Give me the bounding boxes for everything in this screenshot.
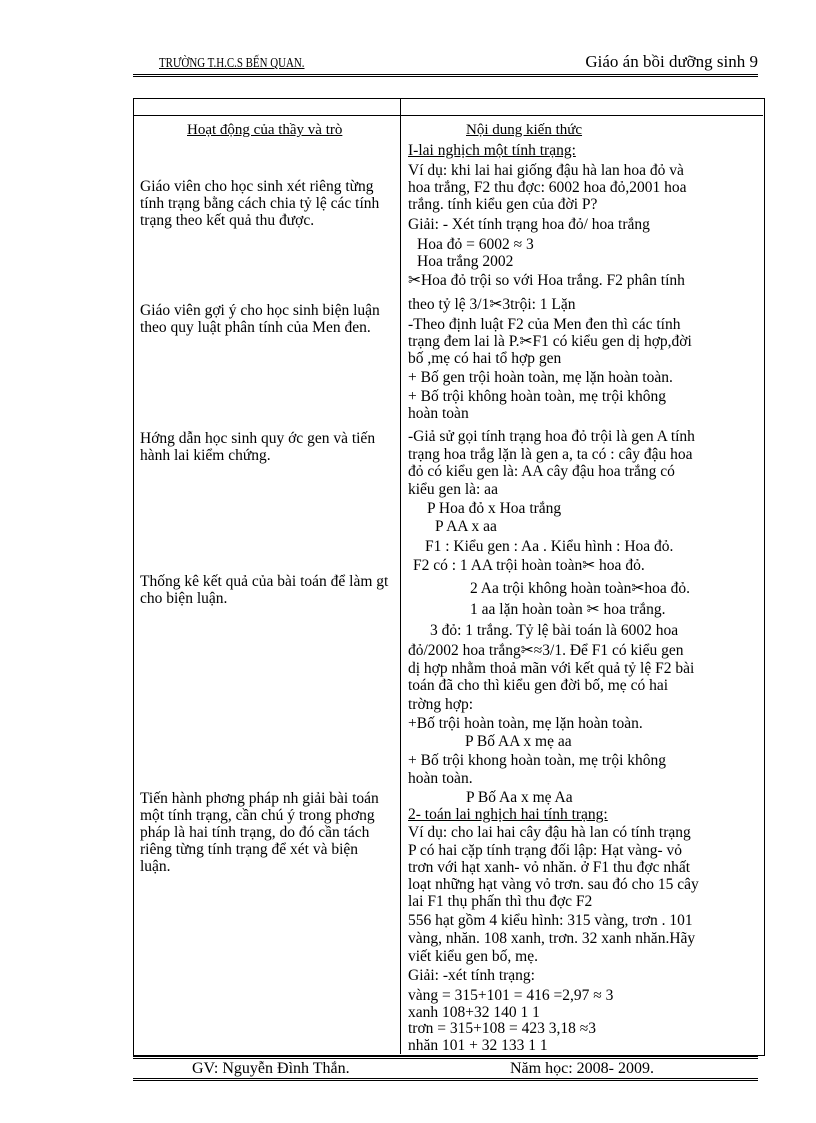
footer-rule-bottom — [133, 1078, 758, 1081]
footer-rule-top — [133, 1056, 758, 1059]
right-line-39: trơn với hạt xanh- vỏ nhăn. ở F1 thu đợc nhất — [408, 859, 691, 876]
page-header — [133, 52, 758, 74]
right-line-38: P có hai cặp tính trạng đối lập: Hạt vàng- vỏ — [408, 842, 683, 859]
right-line-10: -Theo định luật F2 của Men đen thì các tính — [408, 316, 681, 333]
right-line-31: +Bố trội hoàn toàn, mẹ lặn hoàn toàn. — [408, 715, 643, 732]
right-line-1: I-lai nghịch một tính trạng: — [408, 142, 576, 159]
right-line-45: Giải: -xét tính trạng: — [408, 967, 535, 984]
right-line-20: P Hoa đỏ x Hoa trắng — [427, 500, 562, 517]
right-line-29: toán đã cho thì kiểu gen đời bố, mẹ có hai — [408, 677, 669, 694]
right-line-16: -Giả sử gọi tính trạng hoa đỏ trội là gen A tính — [408, 428, 695, 445]
right-line-43: vàng, nhăn. 108 xanh, trơn. 32 xanh nhăn.Hãy — [408, 930, 696, 947]
right-line-13: + Bố gen trội hoàn toàn, mẹ lặn hoàn toàn. — [408, 369, 673, 386]
right-line-32: P Bố AA x mẹ aa — [465, 733, 572, 750]
right-line-6: Hoa đỏ = 6002 ≈ 3 — [417, 236, 534, 253]
right-line-12: bố ,mẹ có hai tổ hợp gen — [408, 350, 562, 367]
right-line-42: 556 hạt gồm 4 kiểu hình: 315 vàng, trơn . 101 — [408, 912, 693, 929]
right-line-49: nhăn 101 + 32 133 1 1 — [408, 1037, 548, 1054]
right-line-41: lai F1 thụ phấn thì thu đợc F2 — [408, 893, 593, 910]
right-line-37: Ví dụ: cho lai hai cây đậu hà lan có tính trạng — [408, 824, 691, 841]
right-line-3: hoa trắng, F2 thu đợc: 6002 hoa đỏ,2001 hoa — [408, 179, 687, 196]
left-paragraph-1: Giáo viên cho học sinh xét riêng từng tính trạng bằng cách chia tỷ lệ các tính trạng theo kết quả thu được. — [140, 178, 380, 229]
right-line-27: đỏ/2002 hoa trắng✂≈3/1. Để F1 có kiểu gen — [408, 642, 684, 659]
header-rule — [133, 74, 758, 77]
right-line-2: Ví dụ: khi lai hai giống đậu hà lan hoa đỏ và — [408, 162, 684, 179]
right-line-19: kiểu gen là: aa — [408, 481, 498, 498]
document-title: Giáo án bồi dưỡng sinh 9 — [585, 52, 758, 71]
right-line-28: dị hợp nhằm thoả mãn với kết quả tỷ lệ F2 bài — [408, 660, 695, 677]
right-line-18: đỏ có kiểu gen là: AA cây đậu hoa trắng có — [408, 463, 675, 480]
left-paragraph-2: Giáo viên gợi ý cho học sinh biện luận theo quy luật phân tính của Men đen. — [140, 302, 380, 336]
right-line-48: trơn = 315+108 = 423 3,18 ≈3 — [408, 1020, 597, 1037]
right-line-34: hoàn toàn. — [408, 770, 473, 787]
right-line-24: 2 Aa trội không hoàn toàn✂hoa đỏ. — [470, 580, 691, 597]
right-column-heading: Nội dung kiến thức — [466, 122, 583, 138]
right-line-47: xanh 108+32 140 1 1 — [408, 1004, 540, 1021]
table-header-row-line — [133, 115, 763, 116]
right-line-15: hoàn toàn — [408, 405, 469, 422]
right-line-25: 1 aa lặn hoàn toàn ✂ hoa trắng. — [470, 601, 666, 618]
right-line-23: F2 có : 1 AA trội hoàn toàn✂ hoa đỏ. — [413, 557, 645, 574]
left-paragraph-3: Hớng dẫn học sinh quy ớc gen và tiến hành lai kiểm chứng. — [140, 430, 376, 464]
right-line-35: P Bố Aa x mẹ Aa — [466, 789, 573, 806]
right-line-46: vàng = 315+101 = 416 =2,97 ≈ 3 — [408, 987, 614, 1004]
right-line-11: trạng đem lai là P.✂F1 có kiểu gen dị hợp,đời — [408, 333, 692, 350]
right-line-8: ✂Hoa đỏ trội so với Hoa trắng. F2 phân tính — [408, 272, 685, 289]
right-line-26: 3 đỏ: 1 trắng. Tỷ lệ bài toán là 6002 hoa — [430, 622, 679, 639]
school-year: Năm học: 2008- 2009. — [510, 1060, 654, 1077]
column-divider — [400, 98, 401, 1054]
left-paragraph-4: Thống kê kết quả của bài toán để làm gt cho biện luận. — [140, 573, 389, 607]
right-line-36: 2- toán lai nghịch hai tính trạng: — [408, 806, 608, 823]
right-line-21: P AA x aa — [435, 518, 497, 535]
left-paragraph-5: Tiến hành phơng pháp nh giải bài toán một tính trạng, cần chú ý trong phơng pháp là hai tính trạng, do đó cần tách riêng từng tính trạng để xét và biện luận. — [140, 790, 379, 875]
right-line-40: loạt những hạt vàng vỏ trơn. sau đó cho 15 cây — [408, 876, 699, 893]
right-line-30: trờng hợp: — [408, 696, 474, 713]
right-line-22: F1 : Kiểu gen : Aa . Kiểu hình : Hoa đỏ. — [425, 538, 674, 555]
left-column-heading: Hoạt động của thầy và trò — [187, 122, 343, 138]
right-line-17: trạng hoa trắg lặn là gen a, ta có : cây đậu hoa — [408, 446, 693, 463]
right-line-14: + Bố trội không hoàn toàn, mẹ trội không — [408, 388, 667, 405]
right-line-5: Giải: - Xét tính trạng hoa đỏ/ hoa trắng — [408, 216, 650, 233]
right-line-44: viết kiểu gen bố, mẹ. — [408, 948, 538, 965]
right-line-9: theo tỷ lệ 3/1✂3trội: 1 Lặn — [408, 296, 576, 313]
teacher-name: GV: Nguyễn Đình Thắn. — [192, 1060, 350, 1077]
school-name: TRƯỜNG T.H.C.S BẾN QUAN. — [159, 56, 305, 71]
right-line-4: trắng. tính kiểu gen của đời P? — [408, 196, 598, 213]
right-line-33: + Bố trội khong hoàn toàn, mẹ trội không — [408, 752, 667, 769]
right-line-7: Hoa trắng 2002 — [417, 253, 514, 270]
